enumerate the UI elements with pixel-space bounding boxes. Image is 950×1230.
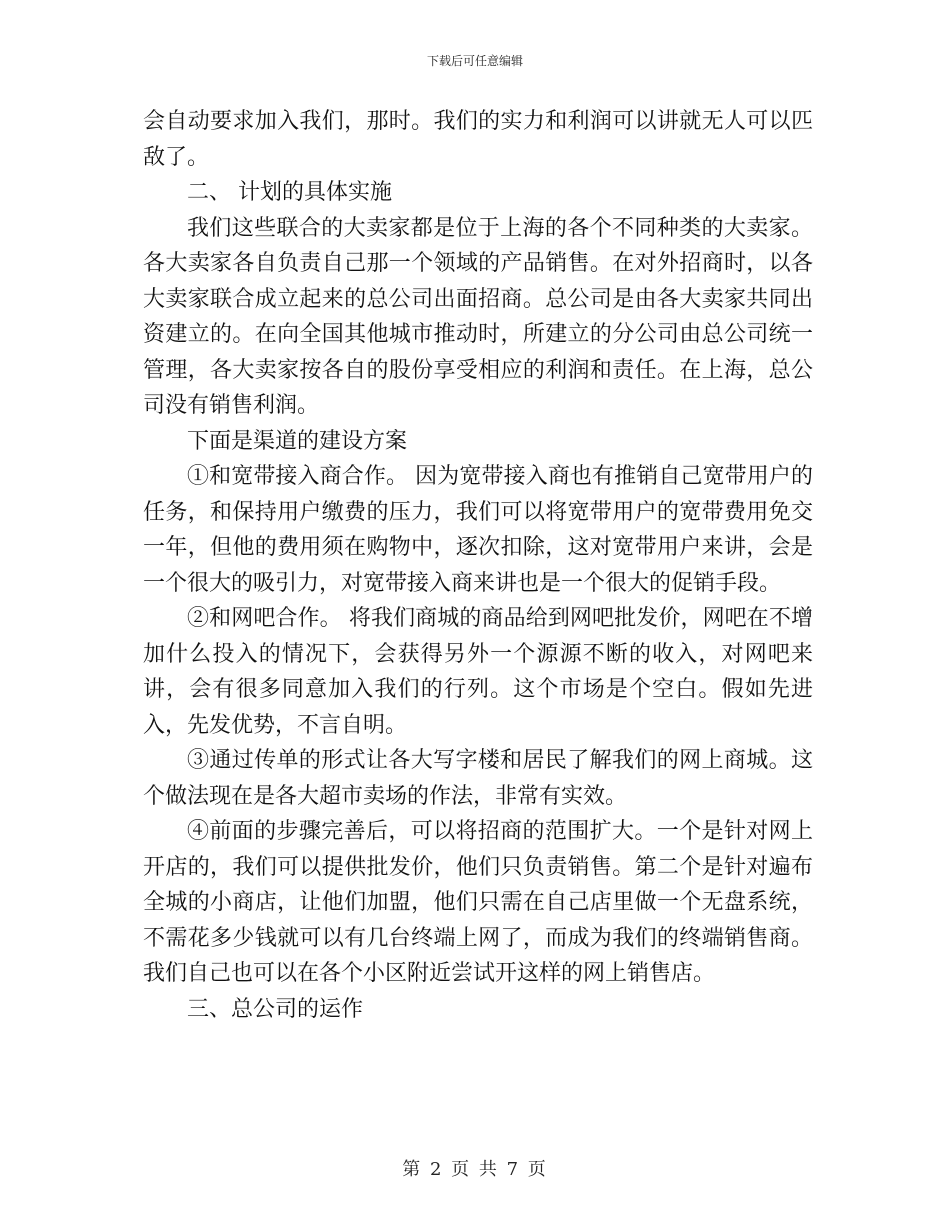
section-heading-3: 三、总公司的运作 xyxy=(187,996,364,1022)
section-heading-2: 二、 计划的具体实施 xyxy=(187,180,392,205)
paragraph-expansion: ④前面的步骤完善后，可以将招商的范围扩大。一个是针对网上开店的，我们可以提供批发价，他们只负责销售。第二个是针对遍布全城的小商店，让他们加盟，他们只需在自己店里做一个无盘系统，不需花多少钱就可以有几台终端上网了，而成为我们的终端销售商。我们自己也可以在各个小区附近尝试开这样的网上销售店。 xyxy=(143,819,813,986)
paragraph-channel-intro: 下面是渠道的建设方案 xyxy=(187,428,408,454)
paragraph-joint-sellers: 我们这些联合的大卖家都是位于上海的各个不同种类的大卖家。各大卖家各自负责自己那一个领域的产品销售。在对外招商时，以各大卖家联合成立起来的总公司出面招商。总公司是由各大卖家共同出资建立的。在向全国其他城市推动时，所建立的分公司由总公司统一管理，各大卖家按各自的股份享受相应的利润和责任。在上海，总公司没有销售利润。 xyxy=(143,215,813,418)
paragraph-broadband: ①和宽带接入商合作。 因为宽带接入商也有推销自己宽带用户的任务，和保持用户缴费的压力，我们可以将宽带用户的宽带费用免交一年，但他的费用须在购物中，逐次扣除，这对宽带用户来讲，会是一个很大的吸引力，对宽带接入商来讲也是一个很大的促销手段。 xyxy=(143,464,813,596)
page-number: 第 2 页 共 7 页 xyxy=(402,1159,548,1180)
paragraph-internet-cafe: ②和网吧合作。 将我们商城的商品给到网吧批发价，网吧在不增加什么投入的情况下，会获得另外一个源源不断的收入，对网吧来讲，会有很多同意加入我们的行列。这个市场是个空白。假如先进入，先发优势，不言自明。 xyxy=(143,606,813,738)
paragraph-flyers: ③通过传单的形式让各大写字楼和居民了解我们的网上商城。这个做法现在是各大超市卖场的作法，非常有实效。 xyxy=(143,748,813,809)
paragraph-continuation: 会自动要求加入我们，那时。我们的实力和利润可以讲就无人可以匹敌了。 xyxy=(143,109,813,170)
page-header-note: 下载后可任意编辑 xyxy=(426,54,523,68)
document-body xyxy=(143,104,813,1027)
